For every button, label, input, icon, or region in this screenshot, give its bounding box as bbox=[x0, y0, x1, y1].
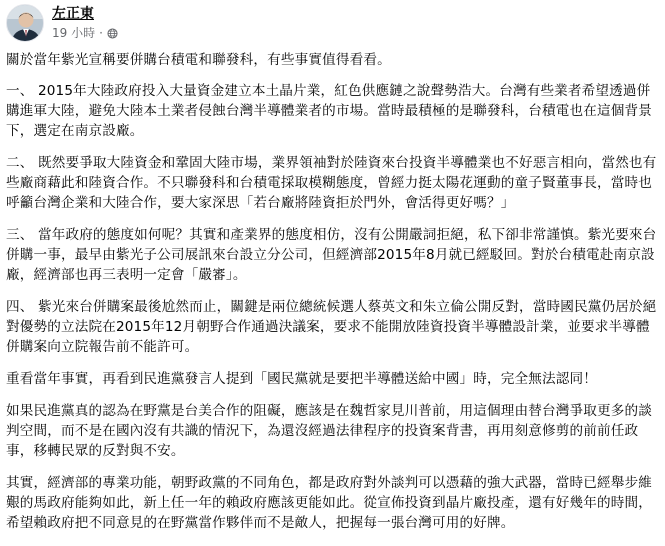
post-paragraph-2: 二、 既然要爭取大陸資金和鞏固大陸市場，業界領袖對於陸資來台投資半導體業也不好惡言相向，當然也有些廠商藉此和陸資合作。不只聯發科和台積電採取模糊態度，曾經力挺太陽花運動的童子賢董事長，當時也呼籲台灣企業和大陸合作，要大家深思「若台廠將陸資拒於門外，會活得更好嗎？」 bbox=[6, 155, 657, 211]
post-paragraph-intro: 關於當年紫光宣稱要併購台積電和聯發科，有些事實值得看看。 bbox=[6, 52, 391, 68]
post-header bbox=[6, 4, 656, 44]
globe-icon[interactable] bbox=[107, 28, 118, 39]
post-meta bbox=[52, 25, 118, 41]
post-paragraph-4: 四、 紫光來台併購案最後尬然而止，關鍵是兩位總統候選人蔡英文和朱立倫公開反對，當時國民黨仍居於絕對優勢的立法院在2015年12月朝野合作通過決議案，要求不能開放陸資投資半導體設計業，並要求半導體併購案向立院報告前不能許可。 bbox=[6, 299, 657, 355]
post-paragraph-6: 如果民進黨真的認為在野黨是台美合作的阻礙，應該是在魏哲家見川普前，用這個理由替台灣爭取更多的談判空間，而不是在國內沒有共識的情況下，為還沒經過法律程序的投資案背書，再用刻意修剪的前前任政事，移轉民眾的反對與不安。 bbox=[6, 403, 652, 459]
post-body bbox=[6, 50, 658, 533]
avatar[interactable] bbox=[6, 4, 44, 42]
post-paragraph-1: 一、 2015年大陸政府投入大量資金建立本土晶片業，紅色供應鏈之說聲勢浩大。台灣有些業者希望透過併購進軍大陸，避免大陸本土業者侵蝕台灣半導體業者的市場。當時最積極的是聯發科，台積電也在這個背景下，選定在南京設廠。 bbox=[6, 83, 652, 139]
avatar-photo bbox=[7, 5, 44, 42]
post-paragraph-5: 重看當年事實，再看到民進黨發言人提到「國民黨就是要把半導體送給中國」時，完全無法認同！ bbox=[6, 371, 597, 387]
author-name[interactable]: 左正東 bbox=[52, 6, 94, 22]
meta-separator: · bbox=[99, 26, 103, 40]
post-paragraph-7: 其實，經濟部的專業功能，朝野政黨的不同角色，都是政府對外談判可以憑藉的強大武器，當時已經舉步維艱的馬政府能夠如此，新上任一年的賴政府應該更能如此。從宣佈投資到晶片廠投產，還有好幾年的時間，希望賴政府把不同意見的在野黨當作夥伴而不是敵人，把握每一張台灣可用的好牌。 bbox=[6, 475, 652, 531]
post-timestamp[interactable]: 19 小時 bbox=[52, 26, 96, 40]
post-paragraph-3: 三、 當年政府的態度如何呢？其實和產業界的態度相仿，沒有公開嚴詞拒絕，私下卻非常謹慎。紫光要來台併購一事，最早由紫光子公司展訊來台設立分公司，但經濟部2015年8月就已經駁回。對於台積電赴南京設廠，經濟部也再三表明一定會「嚴審」。 bbox=[6, 227, 657, 283]
